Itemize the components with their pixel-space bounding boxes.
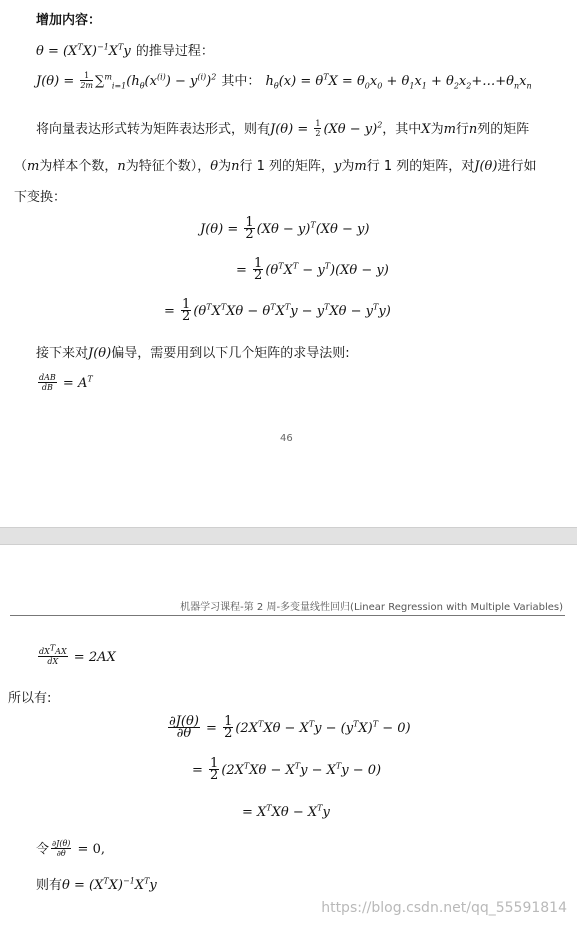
text-span: 进行如 [497,159,537,174]
rule-1: $\frac{\text{dAB}}{dB}$ = $A^T$ [39,373,93,392]
where-label: 其中： [221,74,261,89]
text-span: 行 1 列的矩阵， [239,159,335,174]
so-label: 所以有: [8,691,52,706]
text-span: 令 [36,842,50,857]
text-span: 为 [218,159,232,174]
watermark: https://blog.csdn.net/qq_55591814 [321,900,567,916]
text-span: 接下来对 [36,346,89,361]
paragraph-line-3: 下变换： [14,190,67,205]
header-rule [10,615,565,616]
text-span: ，其中 [382,122,422,137]
gradient-equation-2: = $\frac{1}{2}$ $(2X^TX\theta - X^Ty - X^Ty - 0)$ [192,756,382,783]
section-heading: 增加内容： [36,13,102,28]
text-span: 为 [430,122,444,137]
text-span: 行 [455,122,469,137]
set-zero-line: 令 $\frac{\partial J(\theta)}{\partial\theta}$ = 0, [36,839,105,858]
derivative-intro: 接下来对J(θ)偏导，需要用到以下几个矩阵的求导法则: [36,346,350,361]
page-separator [0,527,577,545]
paragraph-line-1: 将向量表达形式转为矩阵表达形式，则有J(θ) = $\frac{1}{2}$ $(X\theta - y)^2$，其中X为m行n列的矩阵 [36,119,530,138]
text-span: 则有 [36,878,63,893]
gradient-equation-1: $\frac{\partial J(\theta)}{\partial\theta}$ = $\frac{1}{2}$ $(2X^TX\theta - X^Ty - (y^TX)^T - 0)$ [169,714,411,741]
running-header: 机器学习课程-第 2 周-多变量线性回归(Linear Regression with Multiple Variables) [180,602,563,613]
page-number: 46 [280,433,293,444]
equation-2: = $\frac{1}{2}$ $(\theta^TX^T - y^T)(X\theta - y)$ [236,256,389,283]
gradient-equation-3: = $X^TX\theta - X^Ty$ [242,803,330,820]
normal-equation-intro: 的推导过程： [135,44,214,59]
rule-2: $\frac{dX^TAX}{dX}$ = 2AX [39,643,116,666]
paragraph-line-2: （m为样本个数，n为特征个数），θ为n行 1 列的矩阵，y为m行 1 列的矩阵，对J(θ)进行如 [14,159,537,174]
equation-3: = $\frac{1}{2}$ $(\theta^TX^TX\theta - \theta^TX^Ty - y^TX\theta - y^Ty)$ [164,297,391,324]
text-span: 为样本个数， [39,159,118,174]
result-line: 则有$\theta = (X^TX)^{-1}X^Ty$ [36,876,157,893]
cost-function-line: J(θ) = $\frac{1}{2m}$ $\sum^m_{i=1}(h_\theta(x^{(i)}) - y^{(i)})^2$ 其中： $h_\theta(x) = \theta^TX = \theta_0x_0 + \theta_1x_1$ + $\theta_2x_2+\dots+\theta_nx_n$ [36,71,532,91]
text-span: （ [14,159,28,174]
text-span: 为 [341,159,355,174]
normal-equation-line: $\theta = (X^TX)^{-1}X^Ty$ 的推导过程： [36,42,214,59]
text-span: 列的矩阵 [477,122,530,137]
text-span: 偏导，需要用到以下几个矩阵的求导法则: [111,346,350,361]
text-span: 行 1 列的矩阵，对 [366,159,475,174]
text-span: 为特征个数）， [125,159,211,174]
equation-1: J(θ) = $\frac{1}{2}$ $(X\theta - y)^T(X\theta - y)$ [200,215,370,242]
text-span: 将向量表达形式转为矩阵表达形式，则有 [36,122,271,137]
